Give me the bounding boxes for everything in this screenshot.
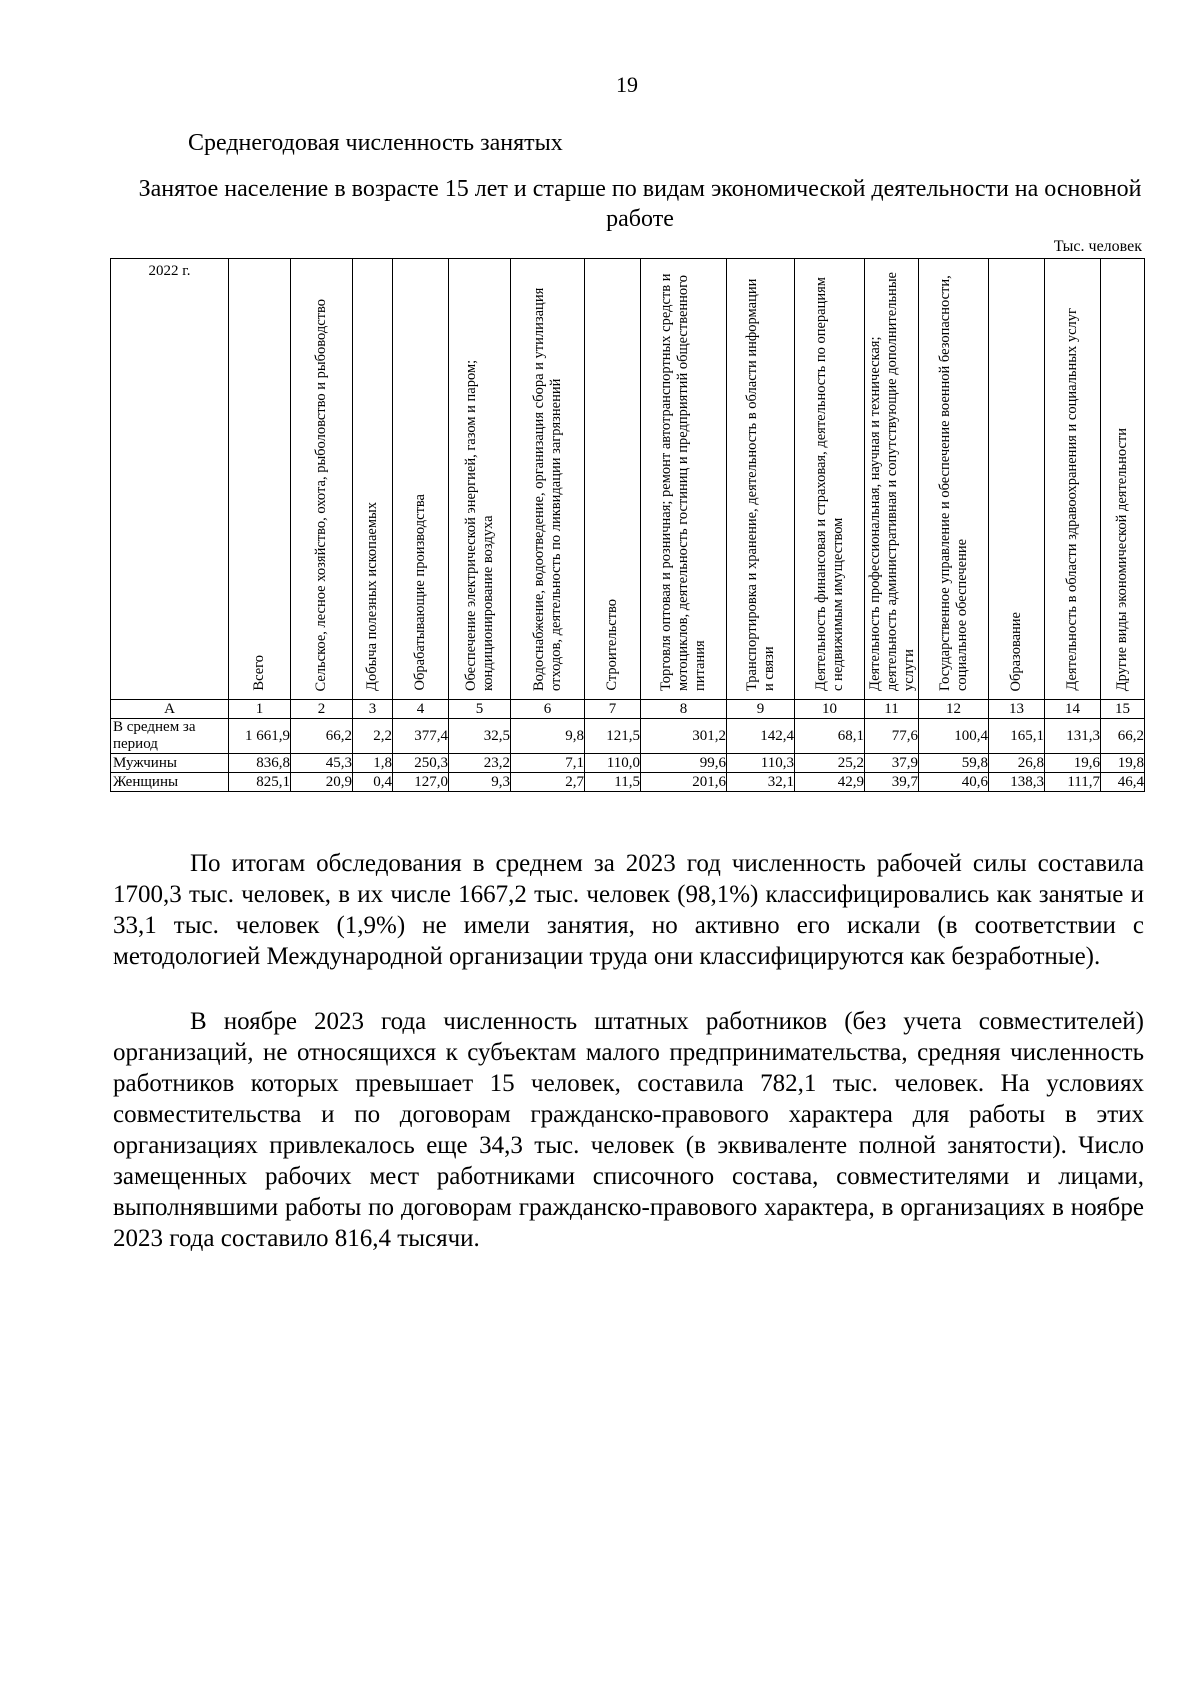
table-cell: 1,8 (353, 754, 393, 773)
column-header (353, 259, 393, 700)
table-cell: 301,2 (641, 719, 727, 754)
column-number: 8 (641, 700, 727, 719)
table-cell: 23,2 (449, 754, 511, 773)
table-cell: 46,4 (1101, 773, 1145, 792)
table-cell: 77,6 (865, 719, 919, 754)
table-cell: 825,1 (229, 773, 291, 792)
table-cell: 127,0 (393, 773, 449, 792)
column-number: 2 (291, 700, 353, 719)
column-header (989, 259, 1045, 700)
table-cell: 1 661,9 (229, 719, 291, 754)
table-cell: 20,9 (291, 773, 353, 792)
table-cell: 2,2 (353, 719, 393, 754)
column-number: 6 (511, 700, 585, 719)
table-cell: 68,1 (795, 719, 865, 754)
table-cell: 110,3 (727, 754, 795, 773)
column-header-label: Деятельность финансовая и страховая, деятельность по операциям с недвижимым имуществом (812, 277, 846, 691)
table-cell: 250,3 (393, 754, 449, 773)
column-header-label: Образование (1008, 611, 1024, 691)
table-cell: 142,4 (727, 719, 795, 754)
column-number: 9 (727, 700, 795, 719)
column-header-label: Обрабатывающие производства (412, 494, 428, 691)
table-cell: 25,2 (795, 754, 865, 773)
column-number: 5 (449, 700, 511, 719)
table-cell: 66,2 (1101, 719, 1145, 754)
column-number: 3 (353, 700, 393, 719)
column-number: 12 (919, 700, 989, 719)
table-cell: 59,8 (919, 754, 989, 773)
employment-table (110, 258, 1145, 792)
table-cell: 165,1 (989, 719, 1045, 754)
column-header (1045, 259, 1101, 700)
column-header-label: Деятельность в области здравоохранения и социальных услуг (1064, 308, 1080, 691)
table-cell: 32,5 (449, 719, 511, 754)
column-header-label: Торговля оптовая и розничная; ремонт автотранспортных средств и мотоциклов, деятельность гостиниц и предприятий общественного питания (658, 273, 708, 691)
table-cell: 138,3 (989, 773, 1045, 792)
table-cell: 26,8 (989, 754, 1045, 773)
column-number: 15 (1101, 700, 1145, 719)
row-label: Женщины (111, 773, 229, 792)
table-cell: 110,0 (585, 754, 641, 773)
column-header (449, 259, 511, 700)
column-header (393, 259, 449, 700)
column-header-label: Другие виды экономической деятельности (1114, 427, 1130, 691)
table-title: Занятое население в возрасте 15 лет и старше по видам экономической деятельности на основной работе (138, 176, 1142, 232)
header-row (111, 259, 1145, 700)
paragraph-labor-force: По итогам обследования в среднем за 2023 год численность рабочей силы составила 1700,3 тыс. человек, в их числе 1667,2 тыс. человек (98,1%) классифицировались как занятые и 33,1 тыс. человек (1,9%) не имели занятия, но активно его искали (в соответствии с методологией Международной организации труда они классифицируются как безработные). (113, 850, 1144, 970)
table-cell: 45,3 (291, 754, 353, 773)
paragraph-staff-count: В ноябре 2023 года численность штатных работников (без учета совместителей) организаций, не относящихся к субъектам малого предпринимательства, средняя численность работников которых превышает 15 человек, составила 782,1 тыс. человек. На условиях совместительства и по договорам гражданско-правового характера для работы в этих организациях привлекалось еще 34,3 тыс. человек (в эквиваленте полной занятости). Число замещенных рабочих мест работниками списочного состава, совместителями и лицами, выполнявшими работы по договорам гражданско-правового характера, в организациях в ноябре 2023 года составило 816,4 тысячи. (113, 1008, 1144, 1252)
column-number: 11 (865, 700, 919, 719)
table-cell: 19,8 (1101, 754, 1145, 773)
table-cell: 99,6 (641, 754, 727, 773)
column-number: А (111, 700, 229, 719)
table-cell: 201,6 (641, 773, 727, 792)
table-cell: 0,4 (353, 773, 393, 792)
table-cell: 100,4 (919, 719, 989, 754)
table-row-average (111, 719, 1145, 754)
table-cell: 9,3 (449, 773, 511, 792)
section-title: Среднегодовая численность занятых (188, 130, 563, 156)
table-cell: 131,3 (1045, 719, 1101, 754)
column-header-label: Водоснабжение, водоотведение, организация сбора и утилизация отходов, деятельность по ликвидации загрязнений (530, 287, 564, 691)
table-cell: 42,9 (795, 773, 865, 792)
units-label: Тыс. человек (1053, 238, 1142, 255)
column-header (727, 259, 795, 700)
column-number: 14 (1045, 700, 1101, 719)
table-cell: 40,6 (919, 773, 989, 792)
column-number: 10 (795, 700, 865, 719)
column-header (919, 259, 989, 700)
table-cell: 121,5 (585, 719, 641, 754)
column-header-label: Транспортировка и хранение, деятельность в области информации и связи (743, 278, 777, 691)
table-cell: 9,8 (511, 719, 585, 754)
column-number: 4 (393, 700, 449, 719)
table-row-women (111, 773, 1145, 792)
table-row-men (111, 754, 1145, 773)
column-header-label: Строительство (604, 599, 620, 691)
column-number-row (111, 700, 1145, 719)
table-cell: 37,9 (865, 754, 919, 773)
column-header (641, 259, 727, 700)
column-header (1101, 259, 1145, 700)
column-header (585, 259, 641, 700)
table-cell: 111,7 (1045, 773, 1101, 792)
table-cell: 377,4 (393, 719, 449, 754)
column-header-label: Обеспечение электрической энергией, газом и паром; кондиционирование воздуха (462, 359, 496, 691)
table-cell: 836,8 (229, 754, 291, 773)
column-header-label: Всего (251, 655, 267, 691)
table-cell: 19,6 (1045, 754, 1101, 773)
table-cell: 32,1 (727, 773, 795, 792)
table-cell: 66,2 (291, 719, 353, 754)
column-header-label: Добыча полезных ископаемых (364, 502, 380, 691)
column-header (511, 259, 585, 700)
column-number: 1 (229, 700, 291, 719)
column-header (291, 259, 353, 700)
table-cell: 11,5 (585, 773, 641, 792)
page-number: 19 (616, 72, 638, 97)
row-label: Мужчины (111, 754, 229, 773)
column-number: 13 (989, 700, 1045, 719)
column-header (865, 259, 919, 700)
column-number: 7 (585, 700, 641, 719)
column-header-label: Сельское, лесное хозяйство, охота, рыболовство и рыбоводство (313, 298, 329, 691)
table-cell: 2,7 (511, 773, 585, 792)
row-label: В среднем за период (111, 719, 229, 754)
column-header-label: Деятельность профессиональная, научная и техническая; деятельность административная и сопутствующие дополнительные услуги (867, 272, 917, 691)
column-header (229, 259, 291, 700)
column-header (795, 259, 865, 700)
table-cell: 7,1 (511, 754, 585, 773)
corner-cell: 2022 г. (111, 259, 229, 700)
column-header-label: Государственное управление и обеспечение военной безопасности, социальное обеспечение (936, 275, 970, 691)
table-cell: 39,7 (865, 773, 919, 792)
